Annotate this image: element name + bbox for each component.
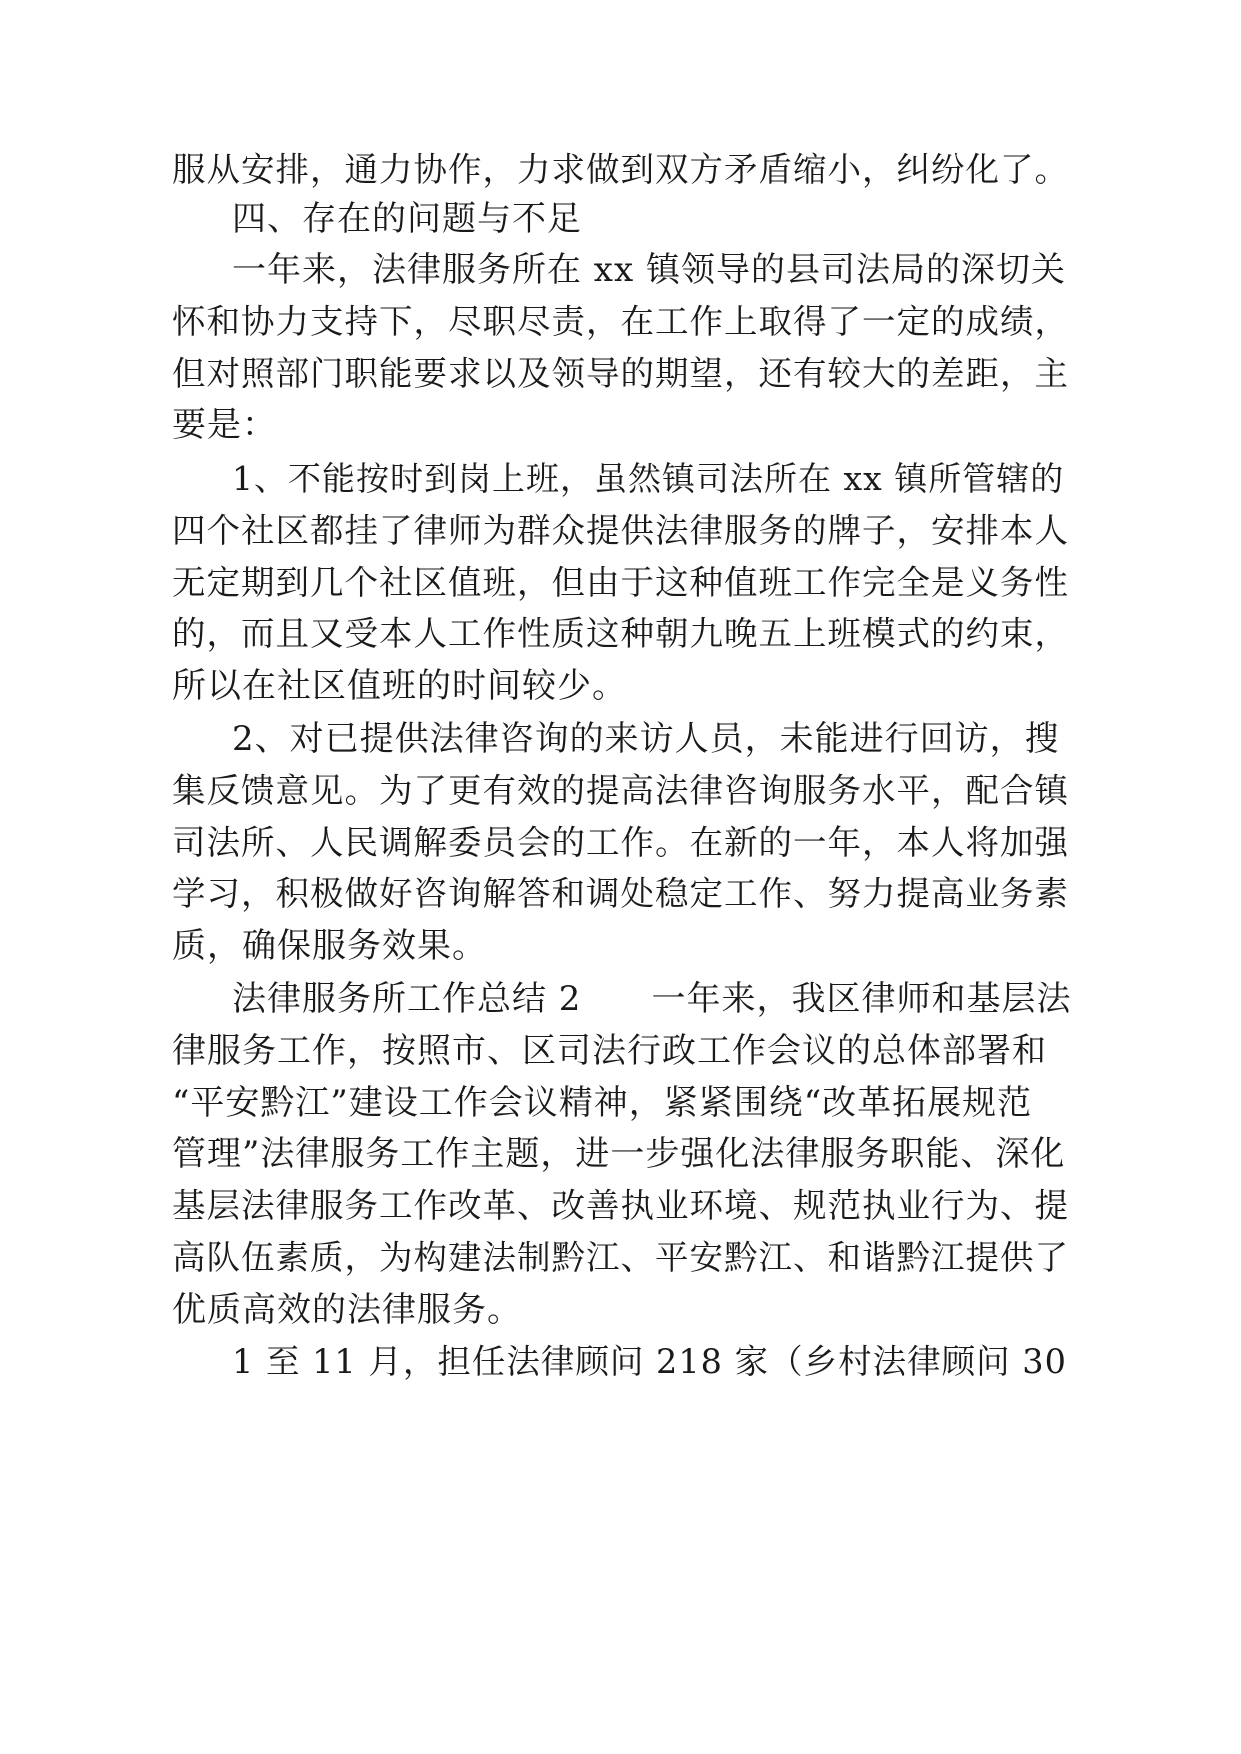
text-line-20: 管理”法律服务工作主题，进一步强化法律服务职能、深化 <box>172 1134 1066 1174</box>
text-line-12: 2、对已提供法律咨询的来访人员，未能进行回访，搜 <box>232 719 1060 759</box>
text-line-11: 所以在社区值班的时间较少。 <box>172 666 627 706</box>
text-line-18: 律服务工作，按照市、区司法行政工作会议的总体部署和 <box>172 1031 1047 1071</box>
text-line-9: 无定期到几个社区值班，但由于这种值班工作完全是义务性 <box>172 563 1069 602</box>
text-line-4: 怀和协力支持下，尽职尽责，在工作上取得了一定的成绩， <box>172 302 1069 341</box>
text-line-24: 1 至 11 月，担任法律顾问 218 家（乡村法律顾问 30 <box>232 1342 1067 1381</box>
text-line-10: 的，而且又受本人工作性质这种朝九晚五上班模式的约束， <box>172 614 1069 653</box>
text-line-21: 基层法律服务工作改革、改善执业环境、规范执业行为、提 <box>172 1186 1069 1225</box>
text-line-13: 集反馈意见。为了更有效的提高法律咨询服务水平，配合镇 <box>172 771 1069 810</box>
text-line-1: 服从安排，通力协作，力求做到双方矛盾缩小，纠纷化了。 <box>172 150 1069 189</box>
text-line-7: 1、不能按时到岗上班，虽然镇司法所在 xx 镇所管辖的 <box>232 459 1065 498</box>
text-line-14: 司法所、人民调解委员会的工作。在新的一年，本人将加强 <box>172 823 1069 862</box>
text-line-19: “平安黔江”建设工作会议精神，紧紧围绕“改革拓展规范 <box>172 1083 1033 1123</box>
text-line-3: 一年来，法律服务所在 xx 镇领导的县司法局的深切关 <box>232 250 1066 290</box>
text-line-5: 但对照部门职能要求以及领导的期望，还有较大的差距，主 <box>172 354 1069 393</box>
text-line-15: 学习，积极做好咨询解答和调处稳定工作、努力提高业务素 <box>172 874 1069 913</box>
text-line-6: 要是： <box>172 405 277 445</box>
text-line-17: 法律服务所工作总结 2 一年来，我区律师和基层法 <box>232 979 1072 1019</box>
text-line-16: 质，确保服务效果。 <box>172 926 487 966</box>
text-line-22: 高队伍素质，为构建法制黔江、平安黔江、和谐黔江提供了 <box>172 1238 1069 1277</box>
text-line-23: 优质高效的法律服务。 <box>172 1290 522 1330</box>
section-heading: 四、存在的问题与不足 <box>232 199 582 239</box>
text-line-8: 四个社区都挂了律师为群众提供法律服务的牌子，安排本人 <box>172 511 1069 550</box>
